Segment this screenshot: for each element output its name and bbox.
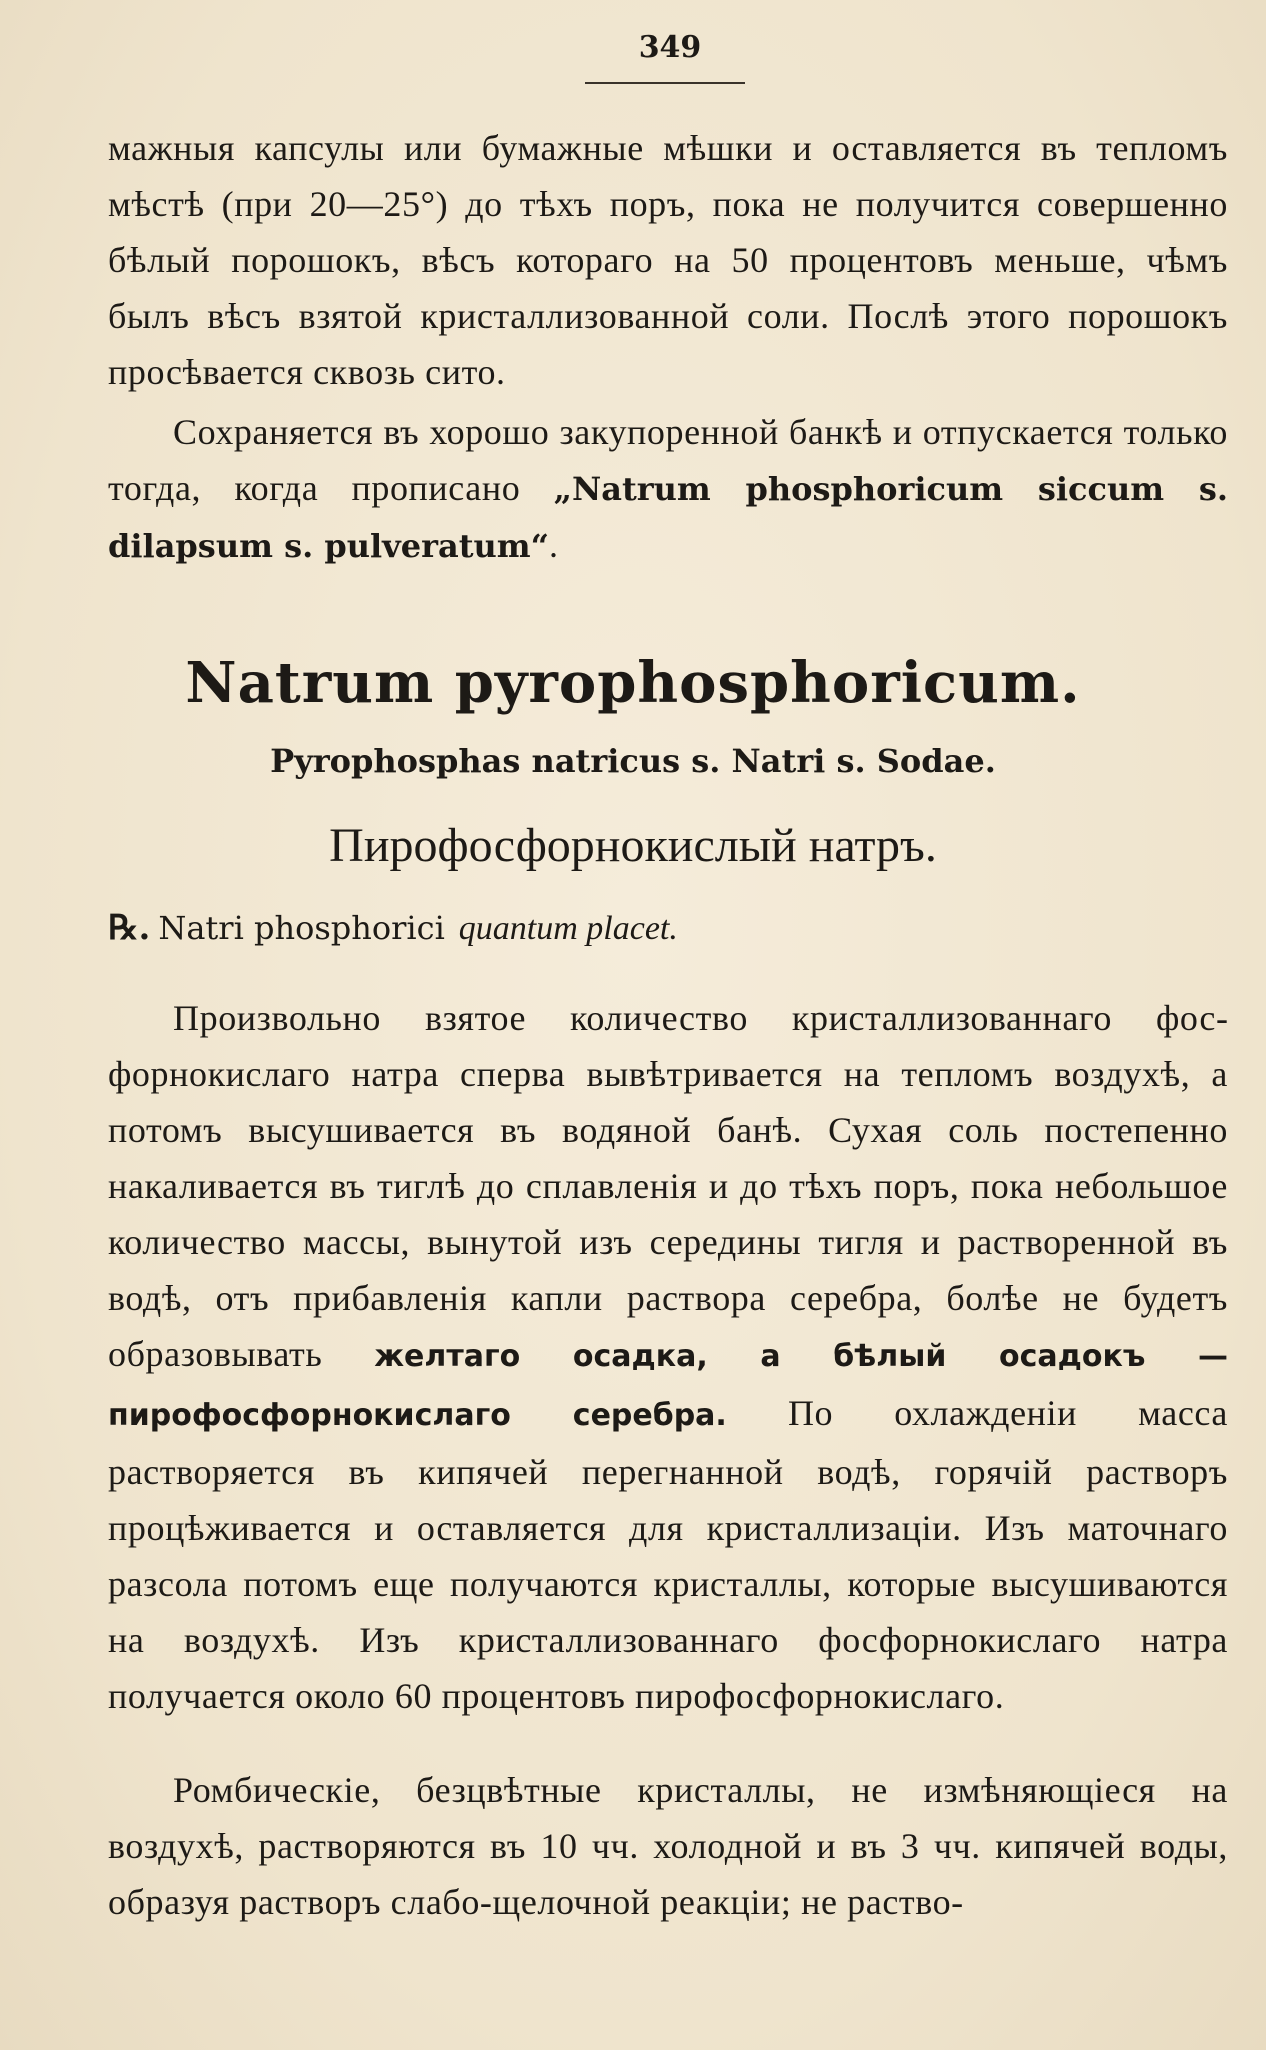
paragraph-properties [108, 1762, 1228, 1930]
paragraph-preparation-text: Произвольно взятое количество кристаллизованнаго фосфорнокислаго натра сперва вывѣтривается на тепломъ воздухѣ, а потомъ высушивается въ водяной банѣ. Сухая соль постепенно накаливается въ тиглѣ до сплавленія и до тѣхъ поръ, пока небольшое количество массы, вынутой изъ середины тигля и растворенной въ водѣ, отъ прибавленія капли раствора серебра, болѣе не будетъ образовывать [108, 998, 1228, 1374]
recipe-mark: ℞. [108, 908, 151, 948]
recipe-ingredient: Natri phosphorici [158, 909, 445, 947]
page-number: 349 [638, 30, 702, 65]
paragraph-preparation-bold: желтаго осадка, а бѣлый осадокъ — пирофосфорнокислаго серебра. [108, 1339, 1228, 1433]
header-rule [585, 82, 745, 84]
paragraph-properties-text: Ромбическіе, безцвѣтные кристаллы, не измѣняющіеся на воздухѣ, растворяются въ 10 чч. холодной и въ 3 чч. кипячей воды, образуя растворъ слабо-щелочной реакціи; не раство- [108, 1770, 1228, 1922]
paragraph-drying-text: мажныя капсулы или бумажные мѣшки и оставляется въ тепломъ мѣстѣ (при 20—25°) до тѣхъ поръ, пока не получится совершенно бѣлый порошокъ, вѣсъ котораго на 50 процентовъ меньше, чѣмъ былъ вѣсъ взятой кристаллизованной соли. Послѣ этого порошокъ просѣвается сквозь сито. [108, 128, 1228, 392]
paragraph-storage [108, 404, 1228, 574]
recipe-line [108, 908, 1228, 948]
russian-name: Пирофосфорнокислый натръ. [329, 819, 937, 872]
prescription-name: „Natrum phosphoricum siccum s. dilapsum s. pulveratum“ [108, 470, 1229, 565]
latin-synonyms: Pyrophosphas natricus s. Natri s. Sodae. [270, 742, 996, 780]
paragraph-storage-end: . [549, 525, 559, 565]
recipe-quantity: quantum placet. [458, 910, 678, 947]
paragraph-storage-text: Сохраняется въ хорошо закупоренной банкѣ и отпускается только тогда, когда прописано [108, 412, 1228, 508]
paragraph-preparation [108, 990, 1228, 1724]
paragraph-drying [108, 120, 1228, 400]
section-title: Natrum pyrophosphoricum. [185, 650, 1081, 716]
paragraph-preparation-end: По охлажденіи масса растворяется въ кипячей перегнанной водѣ, горячій растворъ процѣживается и оставляется для кристаллизаціи. Изъ маточнаго разсола потомъ еще получаются кристаллы, которые высушиваются на воздухѣ. Изъ кристаллизованнаго фосфорнокислаго натра получается около 60 процентовъ пирофосфорнокислаго. [108, 1393, 1228, 1716]
